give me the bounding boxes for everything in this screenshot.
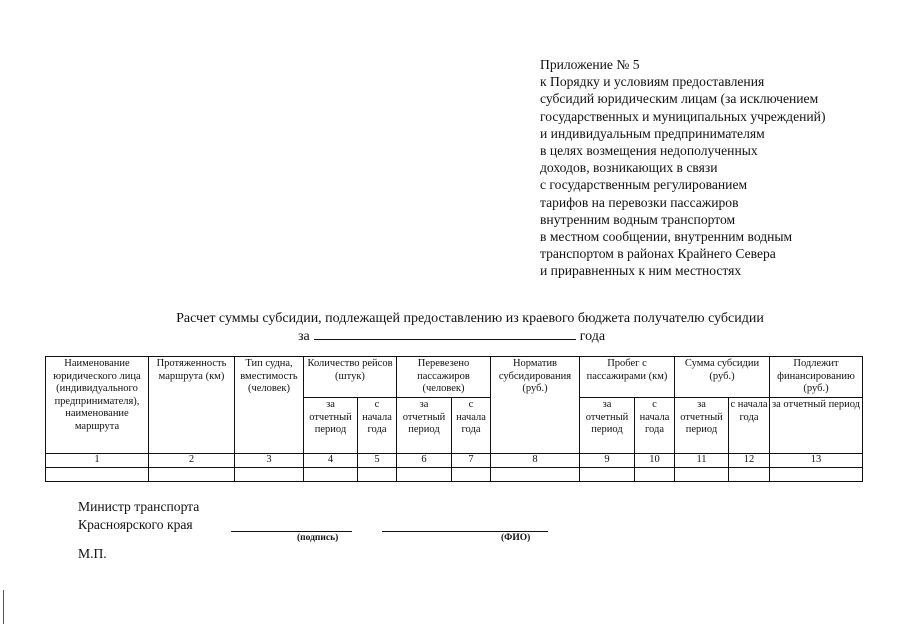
table-empty-row — [46, 468, 863, 482]
appendix-block — [540, 56, 880, 280]
appendix-line: тарифов на перевозки пассажиров — [540, 194, 739, 210]
appendix-line: и приравненных к ним местностях — [540, 263, 742, 279]
document-title: Расчет суммы субсидии, подлежащей предоставлению из краевого бюджета получателю субсидии — [176, 311, 764, 326]
header-subsidy: Сумма субсидии (руб.) — [675, 357, 770, 398]
column-number: 7 — [452, 454, 491, 468]
header-trips: Количество рейсов (штук) — [304, 357, 397, 398]
column-number-row — [46, 454, 863, 468]
table-cell — [452, 468, 491, 482]
table-cell — [491, 468, 580, 482]
subheader-subsidy-year: с начала года — [729, 398, 770, 454]
table-cell — [635, 468, 675, 482]
subheader-mileage-year: с начала года — [635, 398, 675, 454]
subheader-subsidy-period: за отчетный период — [675, 398, 729, 454]
column-number: 3 — [235, 454, 304, 468]
name-caption: (ФИО) — [501, 533, 531, 543]
appendix-line: с государственным регулированием — [540, 177, 748, 193]
column-number: 1 — [46, 454, 149, 468]
subheader-trips-year: с начала года — [358, 398, 397, 454]
subsidy-table — [45, 356, 863, 482]
appendix-line: доходов, возникающих в связи — [540, 160, 718, 176]
table-cell — [149, 468, 235, 482]
scan-margin-mark — [3, 590, 4, 624]
column-number: 10 — [635, 454, 675, 468]
subheader-passengers-year: с начала года — [452, 398, 491, 454]
subheader-trips-period: за отчетный период — [304, 398, 358, 454]
period-year-label: года — [579, 329, 606, 344]
subheader-mileage-period: за отчетный период — [580, 398, 635, 454]
subheader-funding-period: за отчетный период — [770, 398, 863, 454]
column-number: 13 — [770, 454, 863, 468]
appendix-line: государственных и муниципальных учреждений) — [540, 108, 826, 124]
table-cell — [580, 468, 635, 482]
period-for-label: за — [297, 329, 310, 344]
signature-line — [231, 531, 352, 532]
appendix-line: Приложение № 5 — [540, 57, 640, 72]
header-passengers: Перевезено пассажиров (человек) — [397, 357, 491, 398]
appendix-line: транспортом в районах Крайнего Севера — [540, 246, 776, 262]
table-cell — [675, 468, 729, 482]
column-number: 5 — [358, 454, 397, 468]
seal-label: М.П. — [78, 546, 107, 561]
signatory-position-line1: Министр транспорта — [78, 499, 200, 514]
header-funding: Подлежит финансированию (руб.) — [770, 357, 863, 398]
appendix-line: внутренним водным транспортом — [540, 211, 736, 227]
table-cell — [46, 468, 149, 482]
table-header-row — [46, 357, 863, 398]
period-blank-field — [314, 327, 576, 340]
appendix-line: в местном сообщении, внутренним водным — [540, 229, 793, 245]
signatory-position-line2: Красноярского края — [78, 517, 193, 532]
header-name: Наименование юридического лица (индивидуального предпринимателя), наименование маршрута — [46, 357, 149, 454]
column-number: 6 — [397, 454, 452, 468]
table-cell — [397, 468, 452, 482]
appendix-line: субсидий юридическим лицам (за исключением — [540, 91, 819, 107]
column-number: 11 — [675, 454, 729, 468]
subheader-passengers-period: за отчетный период — [397, 398, 452, 454]
name-line — [382, 531, 548, 532]
appendix-line: и индивидуальным предпринимателям — [540, 125, 765, 141]
column-number: 12 — [729, 454, 770, 468]
column-number: 8 — [491, 454, 580, 468]
table-cell — [729, 468, 770, 482]
table-cell — [235, 468, 304, 482]
header-norm: Норматив субсидирования (руб.) — [491, 357, 580, 454]
signature-caption: (подпись) — [297, 533, 339, 543]
appendix-line: к Порядку и условиям предоставления — [540, 74, 765, 90]
header-length: Протяженность маршрута (км) — [149, 357, 235, 454]
column-number: 2 — [149, 454, 235, 468]
appendix-line: в целях возмещения недополученных — [540, 143, 758, 159]
column-number: 4 — [304, 454, 358, 468]
table-cell — [770, 468, 863, 482]
table-cell — [358, 468, 397, 482]
column-number: 9 — [580, 454, 635, 468]
header-mileage: Пробег с пассажирами (км) — [580, 357, 675, 398]
header-vessel: Тип судна, вместимость (человек) — [235, 357, 304, 454]
period-line — [0, 327, 903, 345]
table-cell — [304, 468, 358, 482]
